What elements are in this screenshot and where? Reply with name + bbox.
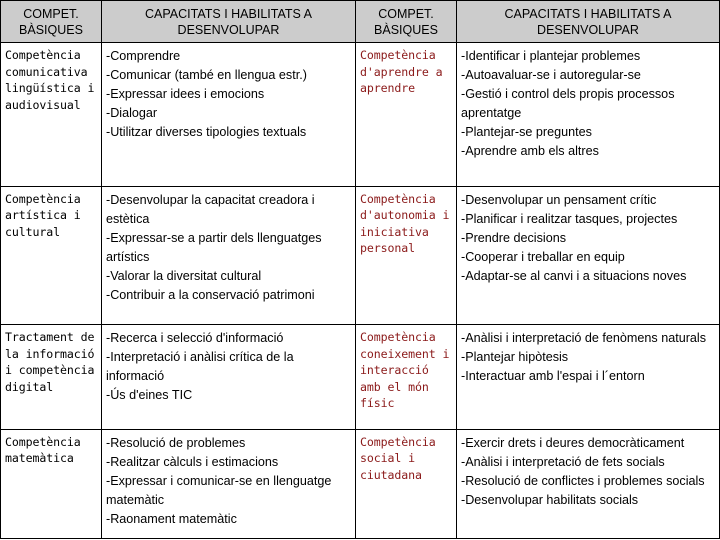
capacity-item: -Anàlisi i interpretació de fets socials [461, 454, 665, 469]
header-capacities-left: CAPACITATS I HABILITATS A DESENVOLUPAR [102, 1, 356, 43]
competence-cell: Competència artística i cultural [1, 186, 102, 325]
capacity-item: -Autoavaluar-se i autoregular-se [461, 68, 641, 82]
capacity-item: -Expressar-se a partir dels llenguatges artístics [106, 230, 322, 264]
competence-cell: Competència d'aprendre a aprendre [356, 43, 457, 187]
capacity-item: -Comprendre [106, 49, 181, 63]
capacities-cell [457, 325, 720, 429]
capacity-item: -Expressar idees i emocions [106, 87, 265, 101]
capacity-item: -Gestió i control dels propis processos aprentatge [461, 87, 675, 120]
capacity-item: -Plantejar-se preguntes [461, 125, 592, 139]
capacity-item: -Aprendre amb els altres [461, 144, 599, 158]
competence-cell: Competència social i ciutadana [356, 429, 457, 538]
table-row [1, 429, 720, 538]
capacities-cell [457, 43, 720, 187]
header-competence-right: COMPET. BÀSIQUES [356, 1, 457, 43]
capacity-item: -Expressar i comunicar-se en llenguatge matemàtic [106, 473, 332, 507]
table-row [1, 186, 720, 325]
capacity-item: -Planificar i realitzar tasques, projectes [461, 211, 678, 226]
capacity-item: -Desenvolupar la capacitat creadora i estètica [106, 192, 315, 226]
competence-cell: Competència comunicativa lingüística i audiovisual [1, 43, 102, 187]
capacity-item: -Valorar la diversitat cultural [106, 268, 262, 283]
capacity-item: -Resolució de problemes [106, 435, 246, 450]
competence-cell: Competència matemàtica [1, 429, 102, 538]
header-row [1, 1, 720, 43]
capacity-item: -Desenvolupar habilitats socials [461, 492, 639, 507]
competence-cell: Competència d'autonomia i iniciativa personal [356, 186, 457, 325]
header-capacities-right: CAPACITATS I HABILITATS A DESENVOLUPAR [457, 1, 720, 43]
capacities-cell [102, 429, 356, 538]
capacity-item: -Comunicar (també en llengua estr.) [106, 68, 307, 82]
capacity-item: -Dialogar [106, 106, 158, 120]
capacities-cell [102, 43, 356, 187]
capacity-item: -Exercir drets i deures democràticament [461, 435, 685, 450]
capacity-item: -Raonament matemàtic [106, 511, 237, 526]
capacity-item: -Realitzar càlculs i estimacions [106, 454, 279, 469]
competence-cell: Tractament de la informació i competència digital [1, 325, 102, 429]
capacity-item: -Prendre decisions [461, 230, 566, 245]
capacity-item: -Adaptar-se al canvi i a situacions noves [461, 268, 687, 283]
capacity-item: -Recerca i selecció d'informació [106, 331, 284, 346]
capacity-item: -Ús d'eines TIC [106, 388, 193, 403]
capacities-cell [457, 429, 720, 538]
capacity-item: -Utilitzar diverses tipologies textuals [106, 125, 307, 139]
capacities-cell [102, 325, 356, 429]
capacity-item: -Interpretació i anàlisi crítica de la informació [106, 350, 294, 384]
capacity-item: -Resolució de conflictes i problemes socials [461, 473, 705, 488]
competence-cell: Competència coneixement i interacció amb el món físic [356, 325, 457, 429]
header-competence-left: COMPET. BÀSIQUES [1, 1, 102, 43]
capacity-item: -Cooperar i treballar en equip [461, 249, 625, 264]
capacities-cell [457, 186, 720, 325]
capacity-item: -Identificar i plantejar problemes [461, 49, 641, 63]
capacity-item: -Interactuar amb l'espai i l´entorn [461, 369, 645, 384]
capacity-item: -Contribuir a la conservació patrimoni [106, 287, 315, 302]
capacity-item: -Desenvolupar un pensament crític [461, 192, 657, 207]
table-row [1, 43, 720, 187]
capacities-cell [102, 186, 356, 325]
capacity-item: -Plantejar hipòtesis [461, 350, 569, 365]
table-row [1, 325, 720, 429]
capacity-item: -Anàlisi i interpretació de fenòmens naturals [461, 331, 707, 346]
